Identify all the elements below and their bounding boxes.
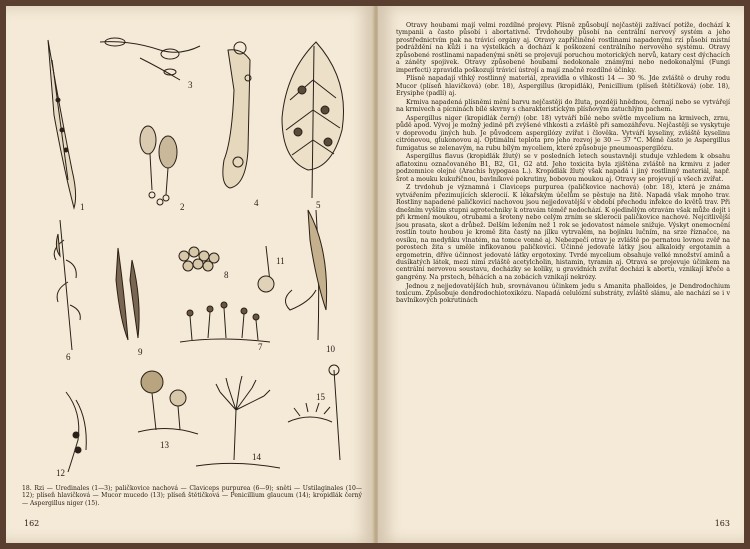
figure-caption-text: 18. Rzi — Uredinales (1—3); paličkovice nachová — Claviceps purpurea (6—9); sněti — Ustilaginales (10—12); plíseň hlavičková — Mucor mucedo (13); plíseň štětičková — Penicillium glaucum (14); kropidlák černý — Aspergillus niger (15). xyxy=(22,485,362,507)
page-number-right: 163 xyxy=(714,519,730,528)
body-text xyxy=(396,22,730,306)
figure-label: 10 xyxy=(326,344,335,354)
paragraph: Otravy houbami mají velmi rozdílné projevy. Plísně způsobují nejčastěji zažívací potíže, dochází k tympanii a často působí i abortativně. Trvdohouby působí na centrální nervový systém a jeho prostřednictvím pak na trávicí orgány aj. Otravy zapříčiněné rostlinami napadenými rzí působí místní podráždění na kůži i na výstelkách a dochází k poškození centrálního nervového systému. Otravy způsobené rostlinami napadenými sněti se projevují poruchou motorických nervů, katary cest dýchacích a záněty spojivek. Otravy způsobené houbami nedokonale známými nebo nedokonalými (Fungi imperfecti) zpravidla poškozují trávicí ústrojí a mají značně rozdílné účinky. xyxy=(396,22,730,74)
figure-label: 8 xyxy=(224,270,229,280)
figure-label: 13 xyxy=(160,440,169,450)
figure-label: 4 xyxy=(254,198,259,208)
paragraph: Krmiva napadená plísněmi mění barvu nejčastěji do žluta, později hnědnou, černají nebo se vytvářejí na krmivech a pícninách bílé skvrny s charakteristickým plísňovým zatuchlým pachem. xyxy=(396,98,730,114)
paragraph: Jednou z nejjedovatějších hub, srovnávanou účinkem jedu s Amanita phalloides, je Dendrodochium toxicum. Způsobuje dendrodochiotoxikózu. Napadá celulózní substráty, zvláště slámu, ale nachází se i v bavlníkových pokrutinách xyxy=(396,282,730,305)
right-page xyxy=(378,6,744,543)
figure-label: 9 xyxy=(138,347,143,357)
figure-label: 11 xyxy=(276,256,285,266)
paragraph: Aspergillus flavus (kropidlák žlutý) se v posledních letech soustavněji studuje vzhledem k obsahu aflatoxinu označovaného B1, B2, G1, G2 atd. Jeho toxicita byla zjištěna zvláště na krmivu z jader podzemnice olejné (Arachis hypogaea L.). Kropidlák žlutý však napadá i jiný rostlinný materiál, např. šrot a mouku kukuřičnou, bavlníkové pokrutiny, bobovou moukou aj. Otravy se projevují u všech zvířat. xyxy=(396,153,730,183)
figure-label: 2 xyxy=(180,202,185,212)
paragraph: Aspergillus niger (kropidlák černý) (obr. 18) vytváří bílé nebo světle mycelium na krmivech, zrnu, půdě apod. Vývoj je možný jedině při zvýšené vlhkosti a zvláště při samozáhřevu. Nejčastěji se vyskytuje v doprovodu jiných hub. Je původcem aspergilózy zvířat i člověka. Vytváří kyseliny, zvláště kyselinu citrónovou, glukonovou aj. Optimální teplota pro jeho rozvoj je 30 — 37 °C. Méně často je Aspergillus fumigatus se zelenavým, na rubu bílým myceliem, které způsobuje pneumoaspergilózu. xyxy=(396,115,730,152)
paragraph: Plísně napadají vlhký rostlinný materiál, zpravidla o vlhkosti 14 — 30 %. Jde zvláště o druhy rodu Mucor (plíseň hlavičková) (obr. 18), Aspergillus (kropidlák), Penicillium (plíseň štětičková) (obr. 18), Erysiphe (padlí) aj. xyxy=(396,75,730,98)
figure-label: 3 xyxy=(188,80,193,90)
figure-caption xyxy=(22,485,362,507)
illustration-plate xyxy=(20,20,362,480)
figure-label: 7 xyxy=(258,342,263,352)
figure-label: 6 xyxy=(66,352,71,362)
figure-label: 14 xyxy=(252,452,261,462)
left-page xyxy=(6,6,374,543)
figure-label: 1 xyxy=(80,202,85,212)
figure-label: 5 xyxy=(316,200,321,210)
figure-label: 15 xyxy=(316,392,325,402)
figure-label: 12 xyxy=(56,468,65,478)
page-number-left: 162 xyxy=(24,519,40,528)
paragraph: Z trvdohub je významná i Claviceps purpurea (paličkovice nachová) (obr. 18), která je známa vytvářením přezimujících sklerocií. K lékařským účelům se pěstuje na žitě. Napadá však mnoho trav. Rostliny napadené paličkovicí nachovou jsou nejjedovatější v období přechodu infekce do květů trav. Při dnešním vyšším stupni agrotechniky k otravám téměř nedochází. K ojedinělým otravám však může dojít i při krmení moukou, otrubami a šroteny nebo celým zrním se sklerocii paličkovice nachové. Nejcitlivější jsou prasata, skot a drůbež. Delším ležením než 1 rok se jedovatost námele snižuje. Výskyt onemocnění rostlin touto houbou je kromě žita častý na jílku vytrvalém, na bojínku lučním, na srze říznačce, na ovsíku, na medyňku vlnatém, na tomce vonné aj. Nebezpečí otrav je zvláště po pernatou lovnou zvěř na porostech žita s uměle infikovanou paličkovicí. Účinné jedovaté látky jsou alkaloidy ergotamin a ergometrin, dříve účinnost jedovaté látky ergotoxiny. Tvrdé mycelium obsahuje velké množství aminů a dusíkatých látek, mezi nimi zvláště acetylcholin, histamin, tyramin aj. Otrava se projevuje účinkem na centrální nervovou soustavu, docházky se koliky, u gravidních zvířat dochází k abortu, vznikají křeče a gangrény. Na prstech, běhácích a na zobácích vznikají nekrózy. xyxy=(396,184,730,281)
fungi-illustrations xyxy=(20,20,362,480)
